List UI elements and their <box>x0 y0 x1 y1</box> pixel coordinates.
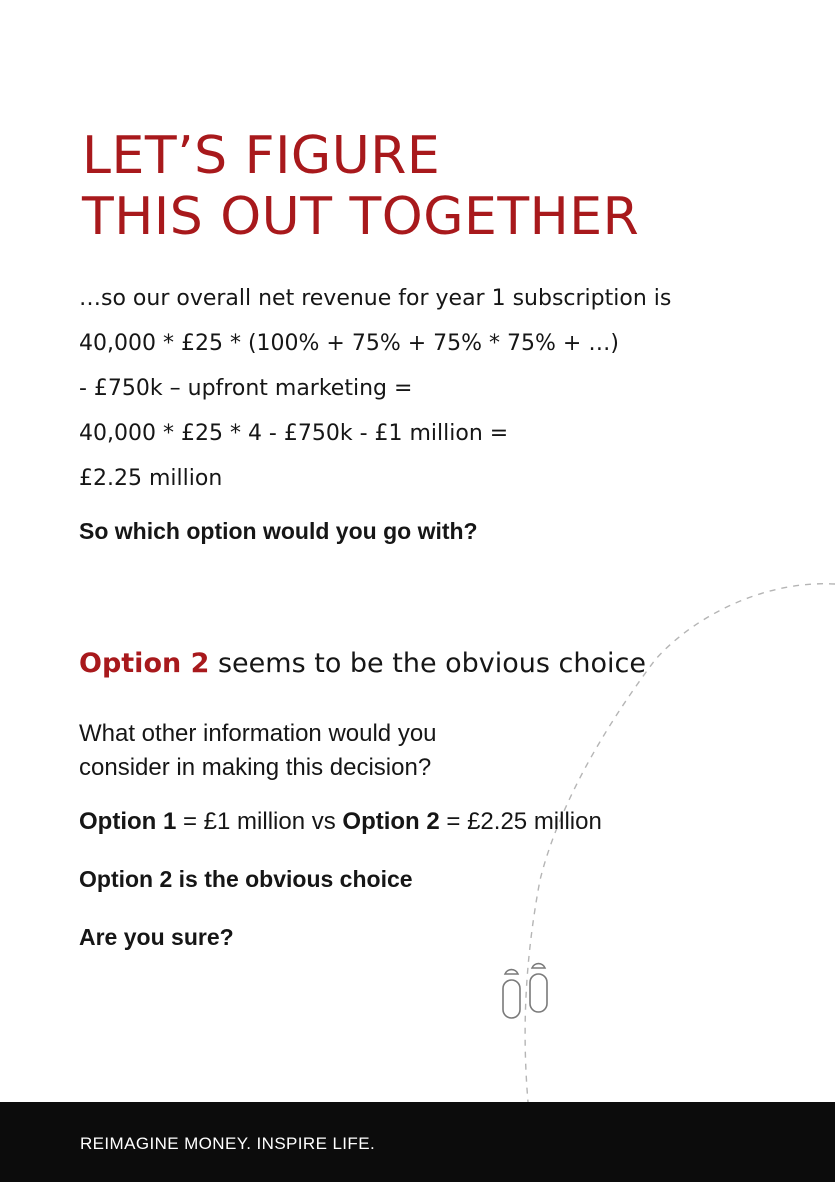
info-line-1: What other information would you <box>79 720 437 747</box>
footprints-icon <box>503 964 547 1018</box>
option-heading-accent: Option 2 <box>79 648 210 679</box>
calc-line-2: 40,000 * £25 * (100% + 75% + 75% * 75% + …) <box>79 331 619 356</box>
footer-tagline: REIMAGINE MONEY. INSPIRE LIFE. <box>80 1134 376 1153</box>
title-line-2: THIS OUT TOGETHER <box>82 187 640 247</box>
option-heading-rest: seems to be the obvious choice <box>209 648 646 679</box>
title-line-1: LET’S FIGURE <box>82 126 441 186</box>
footer-bar <box>0 1102 835 1182</box>
calc-line-4: 40,000 * £25 * 4 - £750k - £1 million = <box>79 421 509 446</box>
calc-line-5: £2.25 million <box>79 466 223 491</box>
page-title <box>82 126 639 248</box>
revenue-calculation <box>79 276 671 501</box>
option-heading <box>79 648 646 679</box>
option2-label: Option 2 <box>342 808 440 835</box>
obvious-choice-statement: Option 2 is the obvious choice <box>79 866 413 892</box>
option-comparison <box>79 808 602 836</box>
info-line-2: consider in making this decision? <box>79 754 432 781</box>
calc-line-3: - £750k – upfront marketing = <box>79 376 413 401</box>
calc-line-1: …so our overall net revenue for year 1 subscription is <box>79 286 672 311</box>
option-question: So which option would you go with? <box>79 518 478 544</box>
info-question <box>79 717 437 785</box>
option1-value: = £1 million vs <box>176 808 343 835</box>
option1-label: Option 1 <box>79 808 177 835</box>
option2-value: = £2.25 million <box>439 808 602 835</box>
are-you-sure-question: Are you sure? <box>79 924 234 950</box>
